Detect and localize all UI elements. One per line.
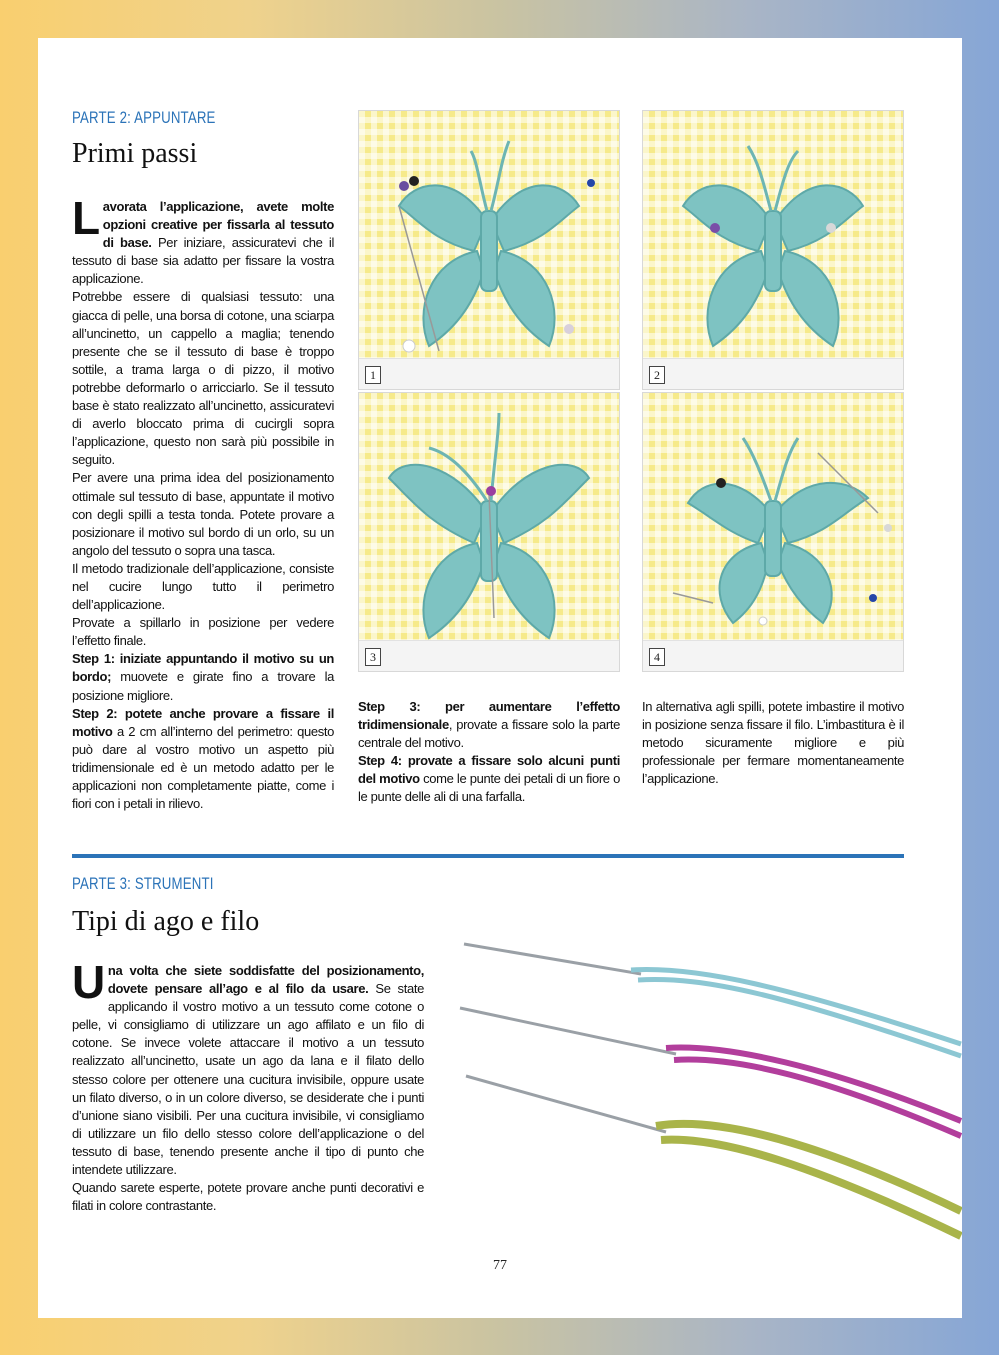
photo-number: 4 [649,648,665,666]
photo-footer [359,640,619,671]
part2-title: Primi passi [72,138,198,169]
paragraph: Potrebbe essere di qualsiasi tessuto: una giacca di pelle, una borsa di cotone, una sciarpa all’uncinetto, un cappello a maglia; tenendo presente che se il tessuto di base è troppo sottile, a trama larga o di pizzo, il motivo potrebbe deformarlo o arricciarlo. Se il tessuto base è stato realizzato all’uncinetto, assicuratevi di averlo bloccato prima di cucirgli sopra l’applicazione, questo non sarà più possibile in seguito. [72,289,334,468]
photo-footer [643,358,903,389]
step1-label: Step 1: iniziate appuntando il motivo su un bordo; [72,651,334,685]
part3-label: PARTE 3: STRUMENTI [72,874,214,893]
step1-text: muovete e girate fino a trovare la posizione migliore. [72,669,334,703]
photo-step-1 [358,110,620,390]
butterfly-illustration [359,111,620,390]
photo-step-2 [642,110,904,390]
photo-footer [643,640,903,671]
paragraph: Il metodo tradizionale dell’applicazione, consiste nel cucire lungo tutto il perimetro dell’applicazione. [72,560,334,613]
intro-bold: avorata l’applicazione, avete molte opzioni creative per fissarla al tessuto di base. [102,199,334,251]
intro-bold: na volta che siete soddisfatte del posizionamento, dovete pensare all’ago e al filo da usare. [107,963,424,997]
step3-label: Step 3: per aumentare l’effetto tridimensionale [358,699,620,733]
section-divider [72,854,904,858]
part2-column-3 [642,698,904,788]
part2-column-2 [358,698,620,807]
step4-text: come le punte dei petali di un fiore o le punte delle ali di una farfalla. [358,771,620,805]
butterfly-illustration [643,111,904,390]
step4-label: Step 4: provate a fissare solo alcuni punti del motivo [358,753,620,787]
dropcap-u: U [72,956,105,1008]
step3-text: , provate a fissare solo la parte centrale del motivo. [358,717,620,751]
butterfly-illustration [359,393,620,672]
paragraph: Provate a spillarlo in posizione per vedere l’effetto finale. [72,615,334,649]
intro-text: Se state applicando il vostro motivo a un tessuto come cotone o pelle, vi consigliamo di utilizzare un ago affilato e un filo di cotone. Se invece volete attaccare il motivo a un tessuto realizzato all’uncinetto, usate un ago da lana e il filato dello stesso colore per ottenere una cucitura invisibile, oppure usate un filato diverso, o in un colore diverso, se desiderate che i punti d’unione siano visibili. Per una cucitura invisibile, vi consigliamo di utilizzare un filo dello stesso colore dell’applicazione o del tessuto di base, tenendo presente anche il tipo di punto che intendete utilizzare. [72,981,424,1178]
photo-number: 1 [365,366,381,384]
butterfly-illustration [643,393,904,672]
step2-text: a 2 cm all’interno del perimetro: questo può dare al vostro motivo un aspetto più tridimensionale ed è un metodo adatto per le applicazioni non completamente piatte, come i fiori con i petali in rilievo. [72,723,334,812]
part3-column [72,956,424,1215]
photo-footer [359,358,619,389]
photo-step-4 [642,392,904,672]
photo-step-3 [358,392,620,672]
part2-column-1 [72,192,335,813]
page-number: 77 [493,1258,507,1273]
intro-text: Per iniziare, assicuratevi che il tessuto di base sia adatto per fissare la vostra applicazione. [72,235,335,287]
part3-title: Tipi di ago e filo [72,906,260,937]
paragraph: Quando sarete esperte, potete provare anche punti decorativi e filati in colore contrastante. [72,1180,424,1214]
page [38,38,962,1318]
dropcap-l: L [72,192,100,244]
part2-label: PARTE 2: APPUNTARE [72,108,216,127]
step2-label: Step 2: potete anche provare a fissare il motivo [72,705,334,739]
paragraph: In alternativa agli spilli, potete imbastire il motivo in posizione senza fissare il filo. L’imbastitura è il metodo sicuramente migliore e più professionale per fermare momentaneamente l’applicazione. [642,699,904,787]
paragraph: Per avere una prima idea del posizionamento ottimale sul tessuto di base, appuntate il motivo con degli spilli a testa tonda. Potete provare a posizionare il motivo sul bordo di un orlo, su un angolo del tessuto o sopra una tasca. [72,470,334,558]
photo-number: 2 [649,366,665,384]
needles-and-threads-illustration [456,936,962,1276]
photo-number: 3 [365,648,381,666]
